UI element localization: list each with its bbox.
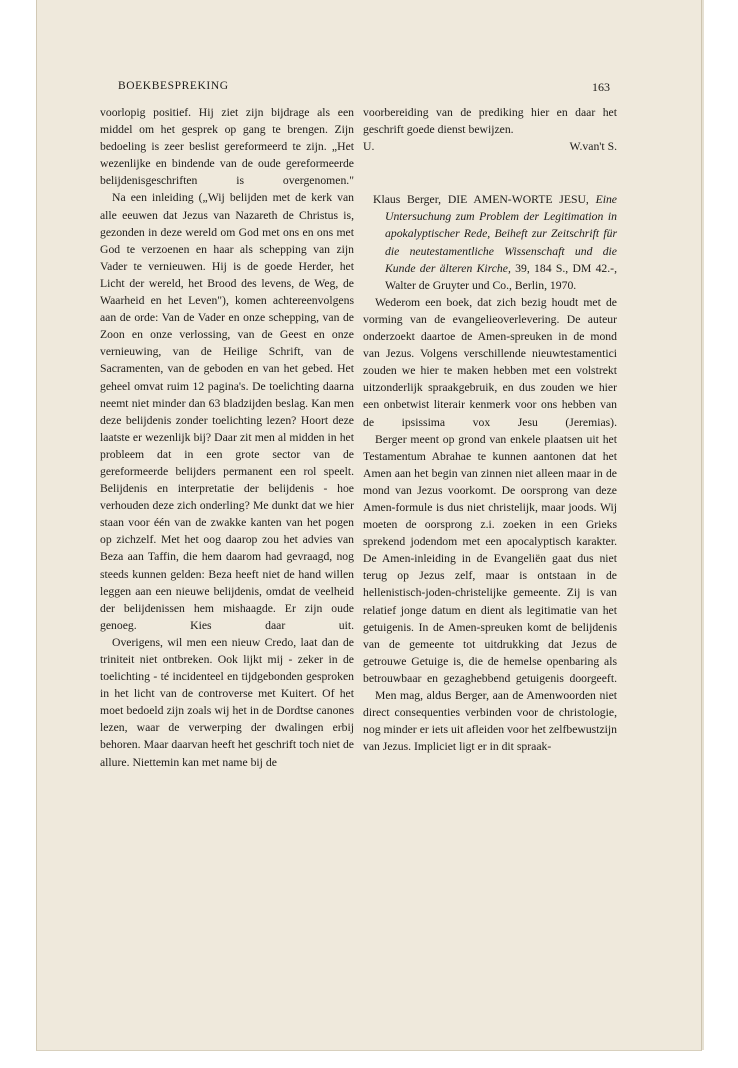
signature-initial: U. [363,140,375,154]
paragraph: Na een inleiding („Wij belijden met de kerk van alle eeuwen dat Jezus van Nazareth de Christus is, gezonden in deze wereld om God met ons en ons met God te verzoenen en haar als schepping van zijn Vader te vernieuwen. Hij is de goede Herder, het Licht der wereld, het Brood des levens, de Weg, de Waarheid en het Leven"), komen achtereenvolgens aan de orde: Van de Vader en onze schepping, van de Zoon en onze verlossing, van de Geest en onze vernieuwing, van de Heilige Schrift, van de Sacramenten, van de geboden en van het gebed. Het geheel omvat ruim 12 pagina's. De toelichting daarna neemt niet minder dan 63 bladzijden beslag. Kan men deze belijdenis zonder toelichting lezen? Hoort deze laatste er wezenlijk bij? Daar zit men al midden in het probleem dat in een grote sector van de gereformeerde belijders permanent een rol speelt. Belijdenis en interpretatie der belijdenis - hoe verhouden deze zich onderling? Me dunkt dat we hier staan voor één van de zwakke kanten van het pogen op zichzelf. Met het oog daarop zou het advies van Beza aan Taffin, die hem daarom had gevraagd, nog steeds kunnen gelden: Beza heeft niet de hand willen leggen aan een nieuwe belijdenis, omdat de veelheid der belijdenissen hem mishaagde. Er zijn oude genoeg. Kies daar uit. [100,191,354,632]
paragraph: Berger meent op grond van enkele plaatsen uit het Testamentum Abrahae te kunnen aantonen dat het Amen aan het begin van zinnen niet alleen maar in de mond van Jezus voorkomt. De oorsprong van deze Amen-formule is dus niet christelijk, maar joods. Wij moeten de oorsprong z.i. zoeken in een Grieks sprekend jodendom met een apocalyptisch karakter. De Amen-inleiding in de Evangeliën gaat dus niet terug op Jezus zelf, maar is ontstaan in de hellenistisch-joden-christelijke gemeente. Zij is van relatief jonge datum en dient als legitimatie van het getuigenis. In de Amen-spreuken komt de belijdenis van de gemeente tot uitdrukking dat Jezus de getrouwe Getuige is, die de hemelse openbaring als betrouwbaar en gezaghebbend getuigenis doorgeeft. [363,432,617,685]
signature-line [363,138,617,155]
citation-author: Klaus Berger, [373,193,448,207]
citation-text [373,191,617,294]
signature-reviewer: W.van't S. [569,140,617,154]
left-column [100,104,354,771]
citation-title: DIE AMEN-WORTE JESU, [447,193,596,207]
running-head [118,80,610,96]
continuation-paragraph: voorbereiding van de prediking hier en daar het geschrift goede dienst bewijzen. [363,106,617,137]
section-title: BOEKBESPREKING [118,80,229,92]
review-citation [373,191,617,294]
page-number: 163 [592,80,610,94]
paragraph: voorlopig positief. Hij ziet zijn bijdrage als een middel om het gesprek op gang te brengen. Zijn bedoeling is zeer beslist gereformeerd te zijn. „Het wezenlijke en bindende van de oude gereformeerde belijdenisgeschriften is overgenomen." [100,106,354,188]
citation-details: 39, 184 S., DM 42.-, Walter de Gruyter und Co., Berlin, 1970. [385,261,617,292]
right-column [363,104,617,755]
citation-subtitle: Eine Untersuchung zum Problem der Legitimation in apokalyptischer Rede, Beiheft zur Zeitschrift für die neutestamentliche Wissenschaft und die Kunde der älteren Kirche, [385,193,617,275]
paragraph: Men mag, aldus Berger, aan de Amenwoorden niet direct consequenties verbinden voor de christologie, nog minder er iets uit afleiden voor het zelfbewustzijn van Jezus. Impliciet ligt er in dit spraak- [363,689,617,754]
paragraph: Wederom een boek, dat zich bezig houdt met de vorming van de evangelieoverlevering. De auteur onderzoekt daartoe de Amen-spreuken in de mond van Jezus. Volgens verschillende nieuwtestamentici zouden we hier te maken hebben met een volstrekt uitzonderlijk spraakgebruik, en dus zouden we hier een onbetwist literair kenmerk voor ons hebben van de ipsissima vox Jesu (Jeremias). [363,295,617,429]
paragraph: Overigens, wil men een nieuw Credo, laat dan de triniteit niet ontbreken. Ook lijkt mij - zeker in de toelichting - té incidenteel en tijdgebonden gesproken in het licht van de controverse met Kuitert. Of het moet bedoeld zijn zoals wij het in de Dordtse canones lezen, waar de verwerping der dwalingen erbij behoren. Maar daarvan heeft het geschrift toch niet de allure. Niettemin kan met name bij de [100,635,354,769]
